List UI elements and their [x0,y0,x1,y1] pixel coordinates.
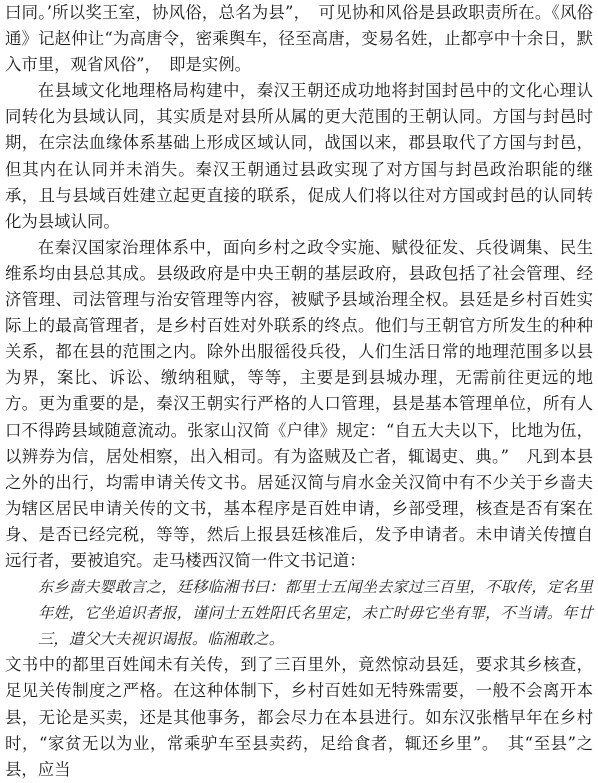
document-page [5,0,593,783]
paragraph-3: 在秦汉国家治理体系中，面向乡村之政令实施、赋役征发、兵役调集、民生维系均由县总其成。县级政府是中央王朝的基层政府，县政包括了社会管理、经济管理、司法管理与治安管理等内容，被赋予县域治理全权。县廷是乡村百姓实际上的最高管理者，是乡村百姓对外联系的终点。他们与王朝官方所发生的种种关系，都在县的范围之内。除外出服徭役兵役，人们生活日常的地理范围多以县为界，案比、诉讼、缴纳租赋，等等，主要是到县城办理，无需前往更远的地方。更为重要的是，秦汉王朝实行严格的人口管理，县是基本管理单位，所有人口不得跨县域随意流动。张家山汉简《户律》规定：“自五大夫以下，比地为伍，以辨券为信，居处相察，出入相司。有为盗贼及亡者，辄谒吏、典。” 凡到本县之外的出行，均需申请关传文书。居延汉简与肩水金关汉简中有不少关于乡啬夫为辖区居民申请关传的文书，基本程序是百姓申请，乡部受理，核查是否有案在身、是否已经完税，等等，然后上报县廷核准后，发予申请者。未申请关传擅自远行者，要被追究。走马楼西汉简一件文书记道： [5,237,593,570]
paragraph-1: 曰同。’所以奖王室，协风俗，总名为县”， 可见协和风俗是县政职责所在。《风俗通》记赵仲让“为高唐令，密乘舆车，径至高唐，变易名姓，止都亭中十余日，默入市里，观省风俗”， 即是实例。 [5,3,593,75]
paragraph-2: 在县域文化地理格局构建中，秦汉王朝还成功地将封国封邑中的文化心理认同转化为县域认同，其实质是对县所从属的更大范围的王朝认同。方国与封邑时期，在宗法血缘体系基础上形成区域认同，战国以来，郡县取代了方国与封邑，但其内在认同并未消失。秦汉王朝通过县政实现了对方国与封邑政治职能的继承，且与县域百姓建立起更直接的联系，促成人们将以往对方国或封邑的认同转化为县域认同。 [5,81,593,231]
paragraph-4: 文书中的都里百姓闻未有关传，到了三百里外，竟然惊动县廷，要求其乡核查，足见关传制度之严格。在这种体制下，乡村百姓如无特殊需要，一般不会离开本县，无论是买卖，还是其他事务，都会尽力在本县进行。如东汉张楷早年在乡村时，“家贫无以为业，常乘驴车至县卖药，足给食者，辄还乡里”。 其“至县”之县，应当 [5,655,593,779]
block-quote: 东乡啬夫婴敢言之，廷移临湘书曰：都里士五闻坐去家过三百里，不取传，定名里年姓，它坐追识者报，谨问士五姓阳氏名里定，未亡时毋它坐有罪，不当请。年廿三，遣父大夫视识谒报。临湘敢之。 [38,578,593,649]
